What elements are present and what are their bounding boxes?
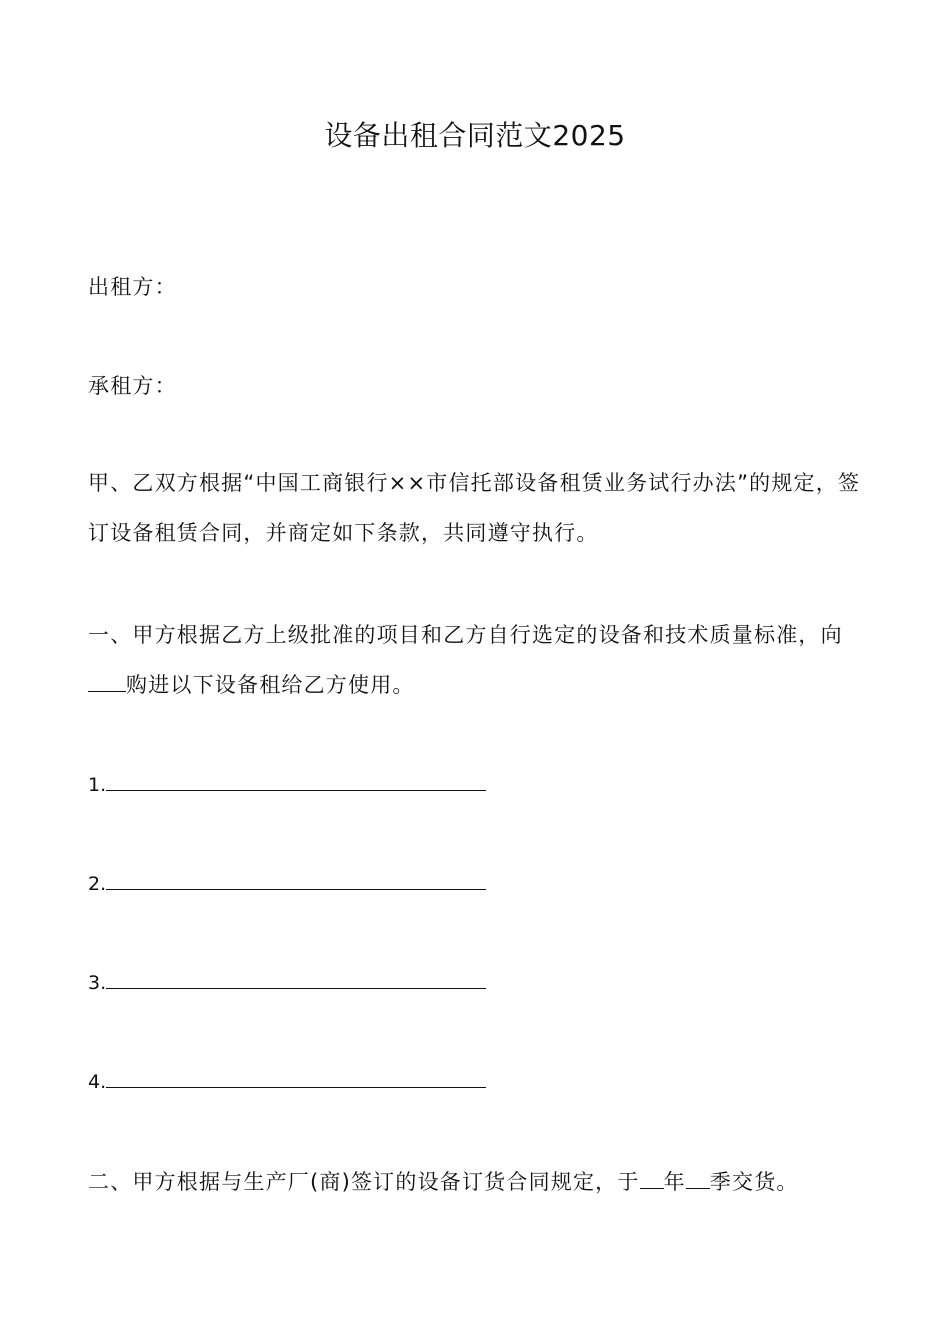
item-number: 1. bbox=[88, 774, 107, 796]
clause-1-paragraph bbox=[88, 610, 878, 710]
item-blank bbox=[106, 871, 486, 890]
clause-1-text-start: 一、甲方根据乙方上级批准的项目和乙方自行选定的设备和技术质量标准，向 bbox=[88, 623, 843, 647]
lessor-label: 出租方： bbox=[88, 275, 177, 299]
supplier-blank bbox=[88, 669, 126, 692]
clause-1-text-end: 购进以下设备租给乙方使用。 bbox=[126, 673, 415, 697]
equipment-item-3 bbox=[88, 968, 486, 998]
equipment-item-1 bbox=[88, 770, 486, 800]
preamble-paragraph: 甲、乙双方根据“中国工商银行××市信托部设备租赁业务试行办法”的规定，签订设备租赁合同，并商定如下条款，共同遵守执行。 bbox=[88, 471, 861, 545]
clause-2-paragraph bbox=[88, 1166, 799, 1197]
item-number: 4. bbox=[88, 1071, 107, 1093]
lessee-label: 承租方： bbox=[88, 374, 177, 398]
clause-2-text-start: 二、甲方根据与生产厂(商)签订的设备订货合同规定，于 bbox=[88, 1170, 640, 1194]
item-blank bbox=[106, 970, 486, 989]
equipment-item-2 bbox=[88, 869, 486, 899]
year-blank bbox=[640, 1166, 664, 1189]
equipment-item-4 bbox=[88, 1067, 486, 1097]
item-number: 3. bbox=[88, 972, 107, 994]
season-blank bbox=[686, 1166, 710, 1189]
document-title: 设备出租合同范文2025 bbox=[324, 119, 626, 152]
item-number: 2. bbox=[88, 873, 107, 895]
year-label: 年 bbox=[663, 1170, 686, 1194]
item-blank bbox=[106, 1069, 486, 1088]
item-blank bbox=[106, 772, 486, 791]
clause-2-text-end: 季交货。 bbox=[709, 1170, 799, 1194]
